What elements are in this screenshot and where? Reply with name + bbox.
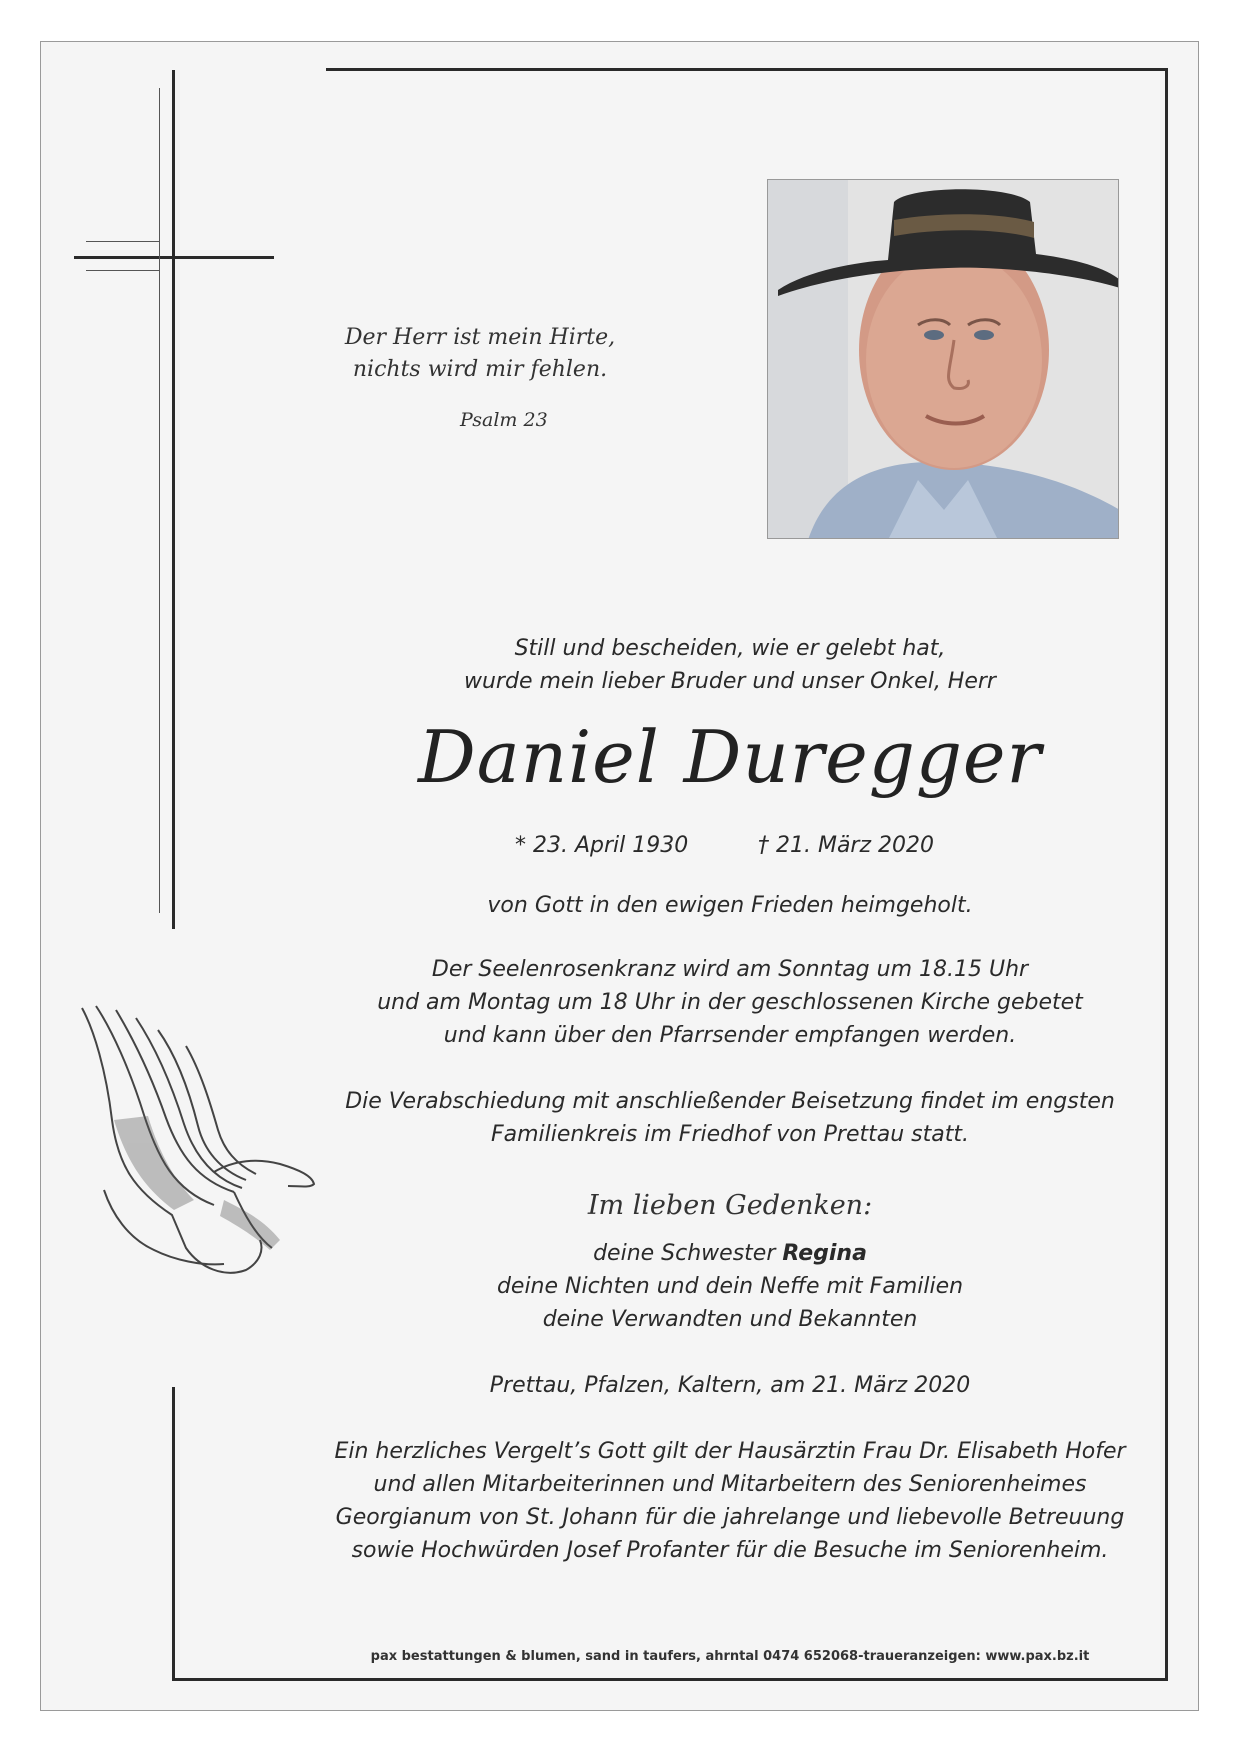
psalm-quote [330, 322, 630, 386]
intro-line-2: wurde mein lieber Bruder und unser Onkel, Herr [464, 669, 996, 694]
frame-top-line [326, 68, 1168, 71]
thanks-line-2: und allen Mitarbeiterinnen und Mitarbeitern des Seniorenheimes [373, 1472, 1087, 1497]
rosenkranz-line-1: Der Seelenrosenkranz wird am Sonntag um 18.15 Uhr [431, 957, 1029, 982]
birth-date: * 23. April 1930 [515, 833, 689, 858]
place-date: Prettau, Pfalzen, Kaltern, am 21. März 2020 [489, 1373, 971, 1398]
mourner-sister [300, 1237, 1160, 1270]
portrait-photo [767, 179, 1119, 539]
sister-name: Regina [782, 1241, 867, 1266]
heimgeholt-text: von Gott in den ewigen Frieden heimgeholt. [487, 893, 973, 918]
frame-right-line [1165, 68, 1168, 1681]
psalm-line-1: Der Herr ist mein Hirte, [344, 325, 616, 350]
sister-prefix: deine Schwester [593, 1241, 783, 1266]
frame-bottom-line [172, 1678, 1168, 1681]
frame-left-bottom-line [172, 1387, 175, 1681]
gedenken-heading: Im lieben Gedenken: [587, 1190, 873, 1221]
thanks-line-3: Georgianum von St. Johann für die jahrelange und liebevolle Betreuung [335, 1505, 1125, 1530]
rosenkranz-text [300, 953, 1160, 1052]
rosenkranz-line-3: und kann über den Pfarrsender empfangen werden. [443, 1023, 1017, 1048]
mourners-list [300, 1237, 1160, 1336]
thanks-text [300, 1435, 1160, 1567]
deceased-name: Daniel Duregger [418, 715, 1042, 799]
psalm-reference: Psalm 23 [460, 409, 548, 431]
praying-hands-icon [74, 1000, 319, 1300]
mourner-line-3: deine Verwandten und Bekannten [542, 1307, 918, 1332]
verabschiedung-text [300, 1085, 1160, 1151]
thanks-line-1: Ein herzliches Vergelt’s Gott gilt der Hausärztin Frau Dr. Elisabeth Hofer [334, 1439, 1126, 1464]
footer-credits: pax bestattungen & blumen, sand in taufers, ahrntal 0474 652068-traueranzeigen: www.pax.bz.it [370, 1649, 1090, 1664]
death-date: † 21. März 2020 [758, 833, 935, 858]
intro-text [300, 632, 1160, 698]
thanks-line-4: sowie Hochwürden Josef Profanter für die Besuche im Seniorenheim. [351, 1538, 1109, 1563]
psalm-line-2: nichts wird mir fehlen. [352, 357, 608, 382]
rosenkranz-line-2: und am Montag um 18 Uhr in der geschlossenen Kirche gebetet [377, 990, 1083, 1015]
verabschiedung-line-2: Familienkreis im Friedhof von Prettau statt. [490, 1122, 969, 1147]
mourner-line-2: deine Nichten und dein Neffe mit Familien [496, 1274, 964, 1299]
verabschiedung-line-1: Die Verabschiedung mit anschließender Beisetzung findet im engsten [345, 1089, 1115, 1114]
intro-line-1: Still und bescheiden, wie er gelebt hat, [514, 636, 946, 661]
